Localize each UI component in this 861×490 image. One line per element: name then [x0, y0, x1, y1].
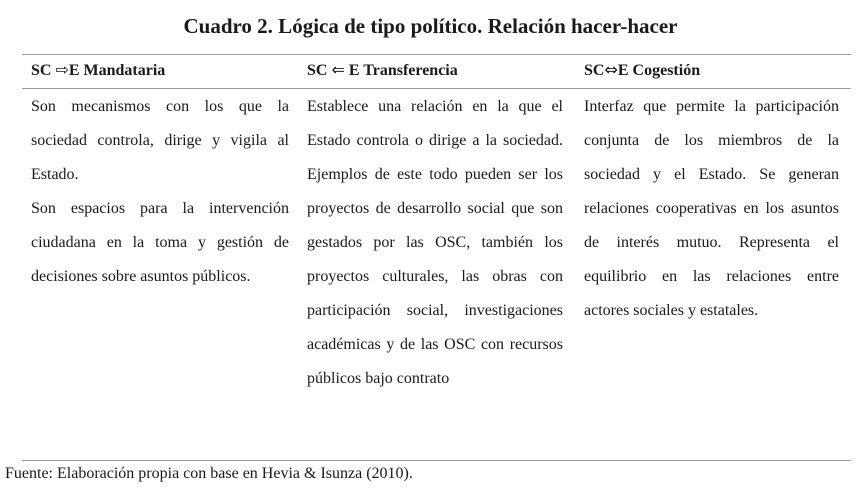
header-prefix: SC	[307, 62, 328, 79]
table-top-rule	[22, 54, 851, 55]
table-bottom-rule	[22, 460, 851, 461]
left-right-double-arrow-icon: ⇔	[604, 60, 618, 79]
cell-paragraph: Son espacios para la intervención ciudadana en la toma y gestión de decisiones sobre asuntos públicos.	[31, 200, 289, 285]
cell-paragraph: Interfaz que permite la participación conjunta de los miembros de la sociedad y el Estado. Se generan relaciones cooperativas en los asuntos de interés mutuo. Representa el equilibrio en las relaciones entre actores sociales y estatales.	[584, 98, 839, 319]
cell-mandataria	[31, 90, 289, 294]
cell-paragraph: Son mecanismos con los que la sociedad controla, dirige y vigila al Estado.	[31, 98, 289, 183]
header-suffix: E Transferencia	[348, 62, 458, 79]
header-suffix: E Mandataria	[68, 62, 166, 79]
header-prefix: SC	[31, 62, 52, 79]
header-prefix: SC	[584, 62, 605, 79]
header-suffix: E Cogestión	[617, 62, 701, 79]
column-header-transferencia	[307, 59, 563, 82]
column-header-mandataria	[31, 59, 289, 82]
source-note: Fuente: Elaboración propia con base en Hevia & Isunza (2010).	[5, 465, 413, 482]
table-header-rule	[22, 88, 851, 89]
right-hollow-arrow-icon: ⇨	[55, 60, 69, 79]
cell-transferencia	[307, 90, 563, 396]
column-header-cogestion	[584, 59, 839, 82]
left-double-arrow-icon: ⇐	[331, 60, 345, 79]
cell-cogestion	[584, 90, 839, 328]
table-title: Cuadro 2. Lógica de tipo político. Relación hacer-hacer	[183, 14, 678, 38]
cell-paragraph: Establece una relación en la que el Estado controla o dirige a la sociedad. Ejemplos de este todo pueden ser los proyectos de desarrollo social que son gestados por las OSC, también los proyectos culturales, las obras con participación social, investigaciones académicas y de las OSC con recursos públicos bajo contrato	[307, 98, 563, 387]
